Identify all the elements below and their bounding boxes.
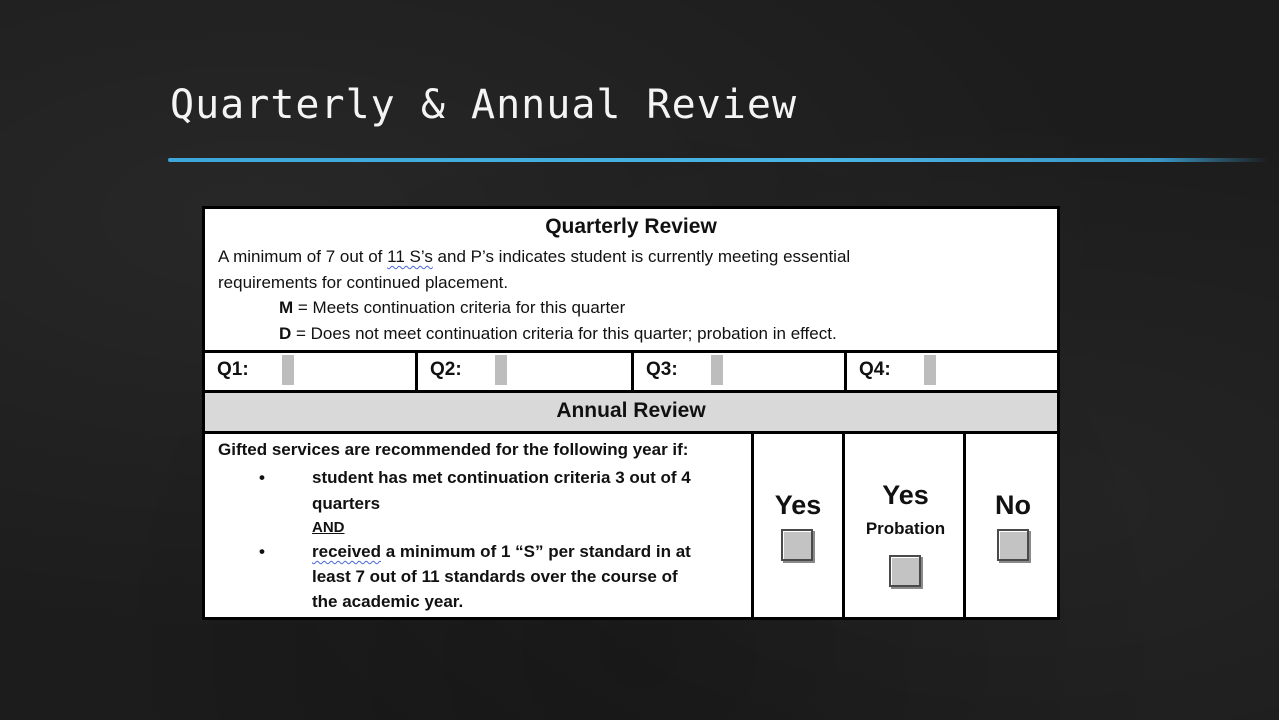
title-underline — [168, 158, 1268, 162]
does-not-meet-text: = Does not meet continuation criteria for this quarter; probation in effect. — [291, 324, 837, 343]
bullet-marker: • — [259, 468, 265, 487]
annual-criteria-intro: Gifted services are recommended for the following year if: — [218, 440, 689, 459]
criteria-bullet-1-line-1: student has met continuation criteria 3 out of 4 — [312, 468, 691, 487]
quarter-input-field — [282, 355, 294, 385]
quarter-cell-q4 — [847, 353, 1057, 390]
option-yes-probation-checkbox[interactable] — [889, 555, 921, 587]
quarterly-criteria-line-1 — [218, 247, 850, 267]
option-yes-probation-label: Yes — [882, 480, 929, 510]
option-yes-probation-cell — [848, 434, 966, 617]
option-probation-sublabel: Probation — [865, 519, 946, 538]
option-no-checkbox[interactable] — [997, 529, 1029, 561]
quarter-label: Q3: — [646, 359, 678, 380]
does-not-meet-key: D — [279, 324, 292, 343]
criteria-bullet-2-line-3: the academic year. — [312, 592, 464, 611]
option-no-label: No — [995, 490, 1031, 520]
annual-criteria-cell — [205, 434, 754, 617]
criteria-text: and P’s indicates student is currently meeting essential — [432, 247, 851, 266]
option-no-cell — [969, 434, 1057, 617]
quarter-label: Q1: — [217, 359, 249, 380]
quarter-cell-q3 — [634, 353, 847, 390]
and-connector: AND — [312, 519, 345, 536]
quarterly-criteria-line-2: requirements for continued placement. — [218, 273, 509, 292]
quarter-input-field — [495, 355, 507, 385]
annual-review-heading: Annual Review — [556, 399, 706, 422]
quarterly-review-heading: Quarterly Review — [545, 215, 717, 238]
quarter-cell-q1 — [205, 353, 418, 390]
criteria-text-underlined: 11 S’s — [387, 247, 433, 266]
quarter-input-field — [924, 355, 936, 385]
quarter-label: Q2: — [430, 359, 462, 380]
criteria-bullet-1-line-2: quarters — [312, 494, 381, 513]
option-yes-label: Yes — [774, 490, 822, 520]
quarter-label: Q4: — [859, 359, 891, 380]
annual-review-header — [205, 393, 1057, 434]
criteria-text: a minimum of 1 “S” per standard in at — [381, 542, 691, 561]
slide-title: Quarterly & Annual Review — [170, 82, 798, 128]
quarter-input-field — [711, 355, 723, 385]
does-not-meet-legend — [279, 324, 837, 344]
bullet-marker: • — [259, 542, 265, 561]
criteria-text-underlined: received — [312, 542, 381, 561]
meets-key: M — [279, 298, 294, 317]
meets-legend — [279, 298, 625, 318]
option-yes-cell — [754, 434, 845, 617]
review-form-image — [202, 206, 1060, 620]
quarter-row — [205, 353, 1057, 393]
criteria-text: A minimum of 7 out of — [218, 247, 388, 266]
option-yes-checkbox[interactable] — [781, 529, 813, 561]
quarter-cell-q2 — [418, 353, 634, 390]
criteria-bullet-2-line-1 — [312, 542, 691, 562]
quarterly-review-section — [205, 209, 1057, 353]
meets-text: = Meets continuation criteria for this quarter — [293, 298, 626, 317]
criteria-bullet-2-line-2: least 7 out of 11 standards over the course of — [312, 567, 678, 586]
